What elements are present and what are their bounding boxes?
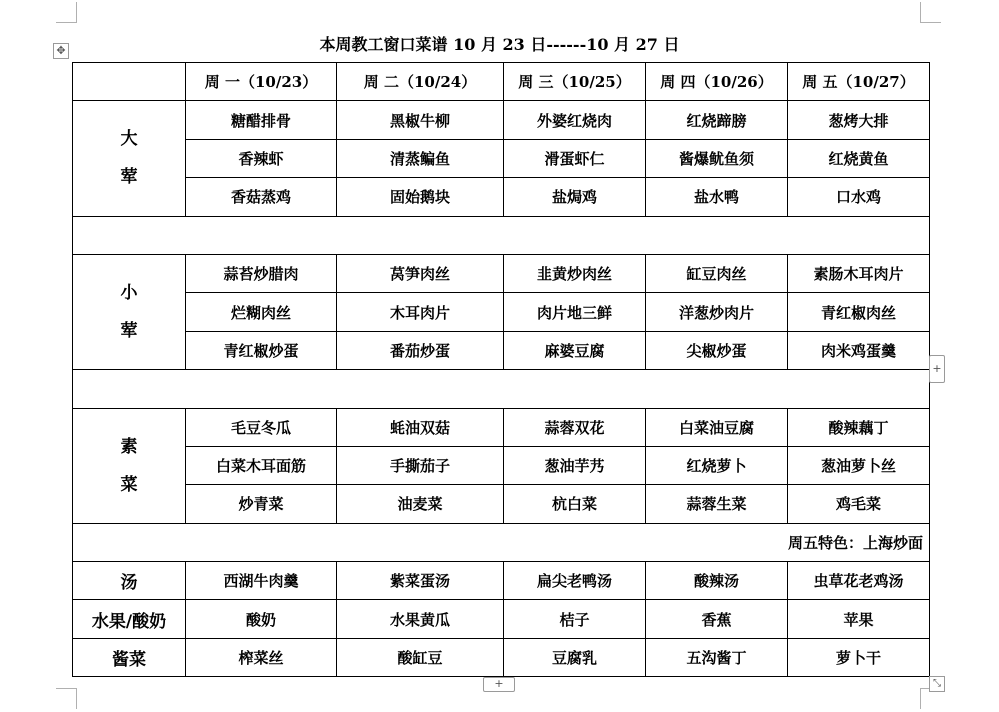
dish-cell[interactable]: 韭黄炒肉丝 — [504, 254, 646, 292]
dish-cell[interactable]: 黑椒牛柳 — [337, 101, 504, 139]
dish-cell[interactable]: 杭白菜 — [504, 485, 646, 523]
dish-cell[interactable]: 麻婆豆腐 — [504, 331, 646, 369]
dish-cell[interactable]: 葱油芋艿 — [504, 446, 646, 484]
dish-cell[interactable]: 烂糊肉丝 — [186, 293, 337, 331]
dish-cell[interactable]: 扁尖老鸭汤 — [504, 562, 646, 600]
day-header[interactable]: 周 五（10/27） — [788, 63, 930, 101]
page-corner-mark — [56, 688, 77, 709]
day-header[interactable]: 周 三（10/25） — [504, 63, 646, 101]
dish-cell[interactable]: 酸奶 — [186, 600, 337, 638]
dish-cell[interactable]: 酸缸豆 — [337, 638, 504, 676]
dish-cell[interactable]: 口水鸡 — [788, 178, 930, 216]
dish-cell[interactable]: 番茄炒蛋 — [337, 331, 504, 369]
category-label-veg[interactable]: 素 菜 — [73, 408, 186, 523]
dish-cell[interactable]: 青红椒炒蛋 — [186, 331, 337, 369]
dish-cell[interactable]: 萝卜干 — [788, 638, 930, 676]
table-row — [73, 638, 930, 676]
table-row — [73, 178, 930, 216]
dish-cell[interactable]: 红烧黄鱼 — [788, 139, 930, 177]
dish-cell[interactable]: 莴笋肉丝 — [337, 254, 504, 292]
header-corner-cell[interactable] — [73, 63, 186, 101]
dish-cell[interactable]: 素肠木耳肉片 — [788, 254, 930, 292]
add-column-button[interactable]: + — [929, 355, 945, 383]
dish-cell[interactable]: 白菜木耳面筋 — [186, 446, 337, 484]
dish-cell[interactable]: 西湖牛肉羹 — [186, 562, 337, 600]
dish-cell[interactable]: 肉片地三鲜 — [504, 293, 646, 331]
table-row — [73, 254, 930, 292]
page-corner-mark — [920, 2, 941, 23]
table-row — [73, 562, 930, 600]
dish-cell[interactable]: 毛豆冬瓜 — [186, 408, 337, 446]
table-move-handle-icon[interactable]: ✥ — [53, 43, 69, 59]
dish-cell[interactable]: 洋葱炒肉片 — [646, 293, 788, 331]
empty-merged-cell[interactable] — [73, 216, 930, 254]
dish-cell[interactable]: 手撕茄子 — [337, 446, 504, 484]
category-label-fruit[interactable]: 水果/酸奶 — [73, 600, 186, 638]
dish-cell[interactable]: 虫草花老鸡汤 — [788, 562, 930, 600]
dish-cell[interactable]: 酸辣汤 — [646, 562, 788, 600]
page-title: 本周教工窗口菜谱 10 月 23 日------10 月 27 日 — [319, 35, 680, 54]
dish-cell[interactable]: 香辣虾 — [186, 139, 337, 177]
category-label-pickle[interactable]: 酱菜 — [73, 638, 186, 676]
table-row — [73, 600, 930, 638]
dish-cell[interactable]: 蚝油双菇 — [337, 408, 504, 446]
dish-cell[interactable]: 苹果 — [788, 600, 930, 638]
table-row — [73, 293, 930, 331]
dish-cell[interactable]: 固始鹅块 — [337, 178, 504, 216]
table-row — [73, 139, 930, 177]
day-header[interactable]: 周 二（10/24） — [337, 63, 504, 101]
dish-cell[interactable]: 红烧蹄膀 — [646, 101, 788, 139]
dish-cell[interactable]: 五沟酱丁 — [646, 638, 788, 676]
dish-cell[interactable]: 滑蛋虾仁 — [504, 139, 646, 177]
dish-cell[interactable]: 桔子 — [504, 600, 646, 638]
spacer-row — [73, 216, 930, 254]
dish-cell[interactable]: 缸豆肉丝 — [646, 254, 788, 292]
dish-cell[interactable]: 香菇蒸鸡 — [186, 178, 337, 216]
dish-cell[interactable]: 尖椒炒蛋 — [646, 331, 788, 369]
spacer-row — [73, 370, 930, 408]
dish-cell[interactable]: 白菜油豆腐 — [646, 408, 788, 446]
special-row — [73, 523, 930, 561]
dish-cell[interactable]: 蒜苔炒腊肉 — [186, 254, 337, 292]
dish-cell[interactable]: 榨菜丝 — [186, 638, 337, 676]
day-header[interactable]: 周 一（10/23） — [186, 63, 337, 101]
dish-cell[interactable]: 酱爆鱿鱼须 — [646, 139, 788, 177]
category-label-soup[interactable]: 汤 — [73, 562, 186, 600]
dish-cell[interactable]: 紫菜蛋汤 — [337, 562, 504, 600]
category-label-small-meat[interactable]: 小 荤 — [73, 254, 186, 369]
dish-cell[interactable]: 酸辣藕丁 — [788, 408, 930, 446]
day-header[interactable]: 周 四（10/26） — [646, 63, 788, 101]
category-label-big-meat[interactable]: 大 荤 — [73, 101, 186, 216]
dish-cell[interactable]: 炒青菜 — [186, 485, 337, 523]
friday-special-note[interactable]: 周五特色：上海炒面 — [73, 523, 930, 561]
dish-cell[interactable]: 青红椒肉丝 — [788, 293, 930, 331]
dish-cell[interactable]: 盐水鸭 — [646, 178, 788, 216]
dish-cell[interactable]: 木耳肉片 — [337, 293, 504, 331]
dish-cell[interactable]: 清蒸鳊鱼 — [337, 139, 504, 177]
table-row — [73, 485, 930, 523]
dish-cell[interactable]: 外婆红烧肉 — [504, 101, 646, 139]
page-corner-mark — [56, 2, 77, 23]
add-row-button[interactable]: + — [483, 677, 515, 692]
table-row — [73, 446, 930, 484]
dish-cell[interactable]: 葱烤大排 — [788, 101, 930, 139]
dish-cell[interactable]: 红烧萝卜 — [646, 446, 788, 484]
dish-cell[interactable]: 鸡毛菜 — [788, 485, 930, 523]
table-row — [73, 101, 930, 139]
dish-cell[interactable]: 盐焗鸡 — [504, 178, 646, 216]
dish-cell[interactable]: 肉米鸡蛋羹 — [788, 331, 930, 369]
dish-cell[interactable]: 葱油萝卜丝 — [788, 446, 930, 484]
dish-cell[interactable]: 蒜蓉生菜 — [646, 485, 788, 523]
dish-cell[interactable]: 水果黄瓜 — [337, 600, 504, 638]
dish-cell[interactable]: 油麦菜 — [337, 485, 504, 523]
table-header-row — [73, 63, 930, 101]
table-row — [73, 408, 930, 446]
dish-cell[interactable]: 香蕉 — [646, 600, 788, 638]
empty-merged-cell[interactable] — [73, 370, 930, 408]
table-resize-handle-icon[interactable]: ⤡ — [929, 676, 945, 692]
table-row — [73, 331, 930, 369]
menu-table — [72, 62, 930, 677]
dish-cell[interactable]: 蒜蓉双花 — [504, 408, 646, 446]
dish-cell[interactable]: 糖醋排骨 — [186, 101, 337, 139]
dish-cell[interactable]: 豆腐乳 — [504, 638, 646, 676]
